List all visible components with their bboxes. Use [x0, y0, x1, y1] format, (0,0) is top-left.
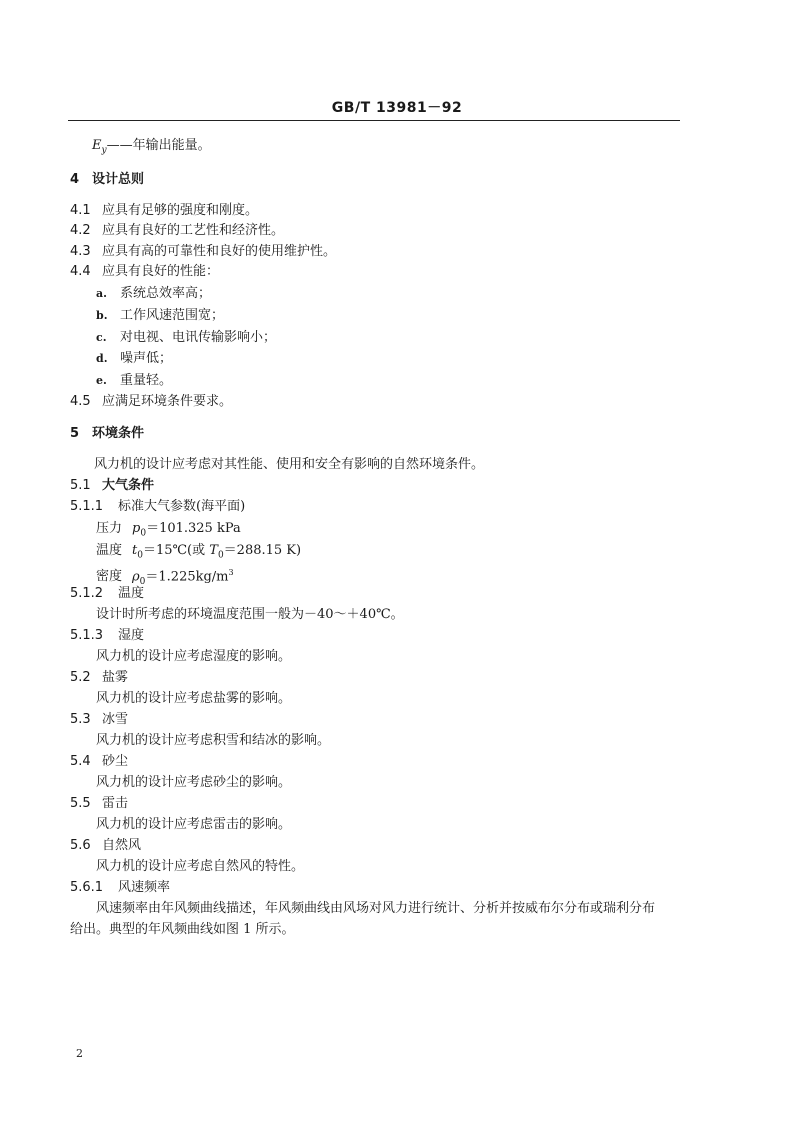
section-5-heading: 5 环境条件 [70, 426, 145, 441]
section-5-4-heading: 5.4 砂尘 [70, 754, 129, 769]
section-5-1-3-text: 风力机的设计应考虑湿度的影响。 [96, 649, 292, 664]
section-5-6-heading: 5.6 自然风 [70, 838, 142, 853]
section-5-5-heading: 5.5 雷击 [70, 796, 129, 811]
definition-symbol: E [92, 138, 102, 153]
item-4-5: 4.5 应满足环境条件要求。 [70, 394, 233, 409]
section-5-6-1-heading: 5.6.1 风速频率 [70, 880, 171, 895]
definition-text: ——年输出能量。 [106, 138, 211, 153]
section-5-6-1-text-line2: 给出。典型的年风频曲线如图 1 所示。 [70, 922, 295, 937]
section-5-intro: 风力机的设计应考虑对其性能、使用和安全有影响的自然环境条件。 [94, 457, 485, 472]
sub-item-a: a. 系统总效率高； [96, 286, 212, 301]
section-5-3-text: 风力机的设计应考虑积雪和结冰的影响。 [96, 733, 331, 748]
sub-item-e: e. 重量轻。 [96, 373, 173, 388]
header-rule [68, 120, 680, 121]
section-5-3-heading: 5.3 冰雪 [70, 712, 129, 727]
sub-item-b: b. 工作风速范围宽； [96, 308, 225, 323]
definition-subscript: y [101, 145, 107, 156]
temperature-line: 温度 $t_0=15℃$(或 $T_0=288.15$ K) [96, 543, 302, 561]
section-5-4-text: 风力机的设计应考虑砂尘的影响。 [96, 775, 292, 790]
sub-item-c: c. 对电视、电讯传输影响小； [96, 330, 277, 345]
section-5-1-3-heading: 5.1.3 湿度 [70, 628, 145, 643]
section-5-1-1-heading: 5.1.1 标准大气参数(海平面) [70, 499, 246, 514]
density-line: 密度 $\rho_0=1.225kg/m^3$ [96, 568, 234, 587]
item-4-1: 4.1 应具有足够的强度和刚度。 [70, 203, 259, 218]
section-5-6-text: 风力机的设计应考虑自然风的特性。 [96, 859, 305, 874]
page-number: 2 [76, 1047, 83, 1060]
section-5-6-1-text-line1: 风速频率由年风频曲线描述，年风频曲线由风场对风力进行统计、分析并按威布尔分布或瑞利分布 [96, 901, 656, 916]
item-4-3: 4.3 应具有高的可靠性和良好的使用维护性。 [70, 244, 337, 259]
section-5-1-2-heading: 5.1.2 温度 [70, 586, 145, 601]
page-header: GB/T 13981－92 [331, 100, 463, 116]
section-4-heading: 4 设计总则 [70, 172, 145, 187]
sub-item-d: d. 噪声低； [96, 351, 173, 366]
item-4-2: 4.2 应具有良好的工艺性和经济性。 [70, 223, 285, 238]
section-5-5-text: 风力机的设计应考虑雷击的影响。 [96, 817, 292, 832]
definition-line [92, 138, 211, 159]
pressure-line: 压力 $p_0=101.325$ kPa [96, 521, 241, 539]
section-5-1-heading: 5.1 大气条件 [70, 478, 155, 493]
section-5-2-heading: 5.2 盐雾 [70, 670, 129, 685]
section-5-2-text: 风力机的设计应考虑盐雾的影响。 [96, 691, 292, 706]
section-5-1-2-text: 设计时所考虑的环境温度范围一般为－40～＋40℃。 [96, 607, 404, 622]
item-4-4: 4.4 应具有良好的性能： [70, 264, 220, 279]
